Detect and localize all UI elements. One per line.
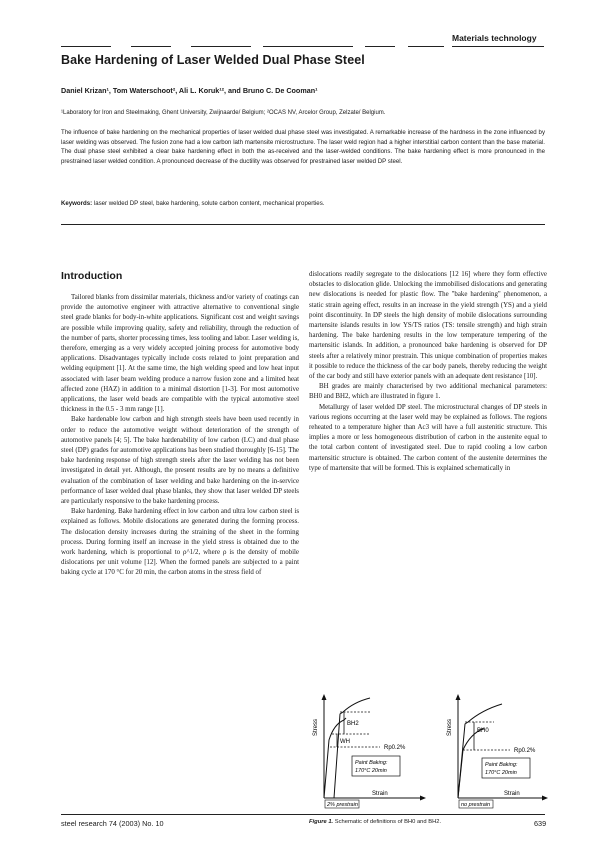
section-header: Materials technology: [452, 33, 537, 43]
figure-caption-text: Schematic of definitions of BH0 and BH2.: [334, 819, 442, 825]
authors: Daniel Krizan¹, Tom Waterschoot², Ali L. Koruk¹², and Bruno C. De Cooman¹: [61, 86, 318, 95]
base-curve: [458, 728, 484, 798]
left-column: [61, 293, 299, 579]
paragraph: BH grades are mainly characterised by two additional mechanical parameters: BH0 and BH2, which are illustrated in figure 1.: [309, 383, 547, 401]
x-axis-arrow: [420, 796, 426, 801]
header-rule: [365, 46, 395, 47]
paint-baking-line1: Paint Baking:: [485, 762, 518, 768]
right-column: [309, 270, 547, 474]
page-number: 639: [534, 819, 547, 828]
figure-caption: [309, 819, 509, 825]
header-rule: [61, 46, 111, 47]
keywords-text: laser welded DP steel, bake hardening, solute carbon content, mechanical properties.: [93, 200, 325, 207]
rp-label: Rp0.2%: [384, 745, 406, 751]
paragraph: Bake hardenable low carbon and high strength steels have been used recently in order to reduce the automotive weight without deterioration of the strength of automotive panels [4; 5]. The bake hardenability of low carbon (LC) and dual phase steel (DP) grades for automotive applications has been studied thoroughly [6-15]. The bake hardening response of high strength steels after the laser welding has not been investigated in detail yet. Although, the present results are by no means a definitive evaluation of the combination of laser welding and bake hardening on the in-service performance of laser welded dual phase blanks, they show that laser welded DP steels are particularly responsive to the bake hardening process.: [61, 416, 299, 506]
rp-label: Rp0.2%: [514, 748, 536, 754]
header-rule: [131, 46, 171, 47]
figure-caption-label: Figure 1.: [309, 819, 334, 825]
bh2-label: BH2: [347, 721, 359, 727]
footer-journal: steel research 74 (2003) No. 10: [61, 819, 164, 828]
paper-title: Bake Hardening of Laser Welded Dual Phase Steel: [61, 53, 365, 67]
abstract: The influence of bake hardening on the mechanical properties of laser welded dual phase steel was investigated. A remarkable increase of the hardness in the zone influenced by laser welding was observed. The fusion zone had a low carbon lath martensite microstructure. The laser weld region had a higher interstitial carbon content than the base material. The dual phase steel exhibited a clear bake hardening effect in both the as-received and the laser-welded conditions. The bake hardening effect is more pronounced in the prestrained laser welded condition. A pronounced decrease of the ductility was observed for prestrained laser welded DP steel.: [61, 129, 545, 165]
paragraph: Bake hardening. Bake hardening effect in low carbon and ultra low carbon steel is explained as follows. Mobile dislocations are generated during the forming process. The dislocation density increases during the straining of the sheet in the forming process. During forming itself an increase in the yield stress is obtained due to the work hardening, which is proportional to ρ^1/2, where ρ is the density of mobile dislocations per unit volume [12]. When the formed panels are subjected to a paint baking cycle at 170 °C for 20 min, the carbon atoms in the stress field of: [61, 508, 299, 577]
x-axis-arrow: [542, 796, 548, 801]
x-axis-label: Strain: [372, 791, 388, 797]
baked-curve: [334, 698, 370, 798]
affiliation: ¹Laboratory for Iron and Steelmaking, Ghent University, Zwijnaarde/ Belgium; ²OCAS NV, Arcelor Group, Zelzate/ Belgium.: [61, 110, 386, 116]
baked-curve: [458, 704, 502, 798]
header-rule: [191, 46, 251, 47]
header-rule: [452, 46, 544, 47]
paragraph: Tailored blanks from dissimilar materials, thickness and/or variety of coatings can provide the automotive engineer with attractive alternative to conventional single steel grade blanks for body-in-white applications. Significant cost and weight savings are possible while improving quality, safety and reliability, through the reduction of the number of parts, shorter processing times, less tooling and labor. Laser welding is, therefore, emerging as a very widely accepted joining process for automotive body applications. Disadvantages typically include costs related to joint preparation and welding equipment [1]. At the same time, the high welding speed and low heat input associated with laser beam welding produce a narrow fusion zone and a limited heat affected zone (HAZ) in addition to a minimal distortion [1-3]. For most automotive applications, the laser weld beads are compatible with the typical automotive steel thickness in the 0.5 - 3 mm range [1].: [61, 294, 299, 414]
header-rule: [263, 46, 353, 47]
section-divider: [61, 224, 545, 225]
paint-baking-line2: 170°C 20min: [355, 768, 387, 774]
y-axis-arrow: [322, 694, 327, 700]
figure-1-right-schematic: [444, 690, 554, 810]
keywords: [61, 200, 545, 207]
paint-baking-line2: 170°C 20min: [485, 770, 517, 776]
y-axis-label: Stress: [313, 718, 319, 736]
y-axis-label: Stress: [447, 718, 453, 736]
figure-1-left-schematic: [310, 690, 434, 810]
paragraph: Metallurgy of laser welded DP steel. The microstructural changes of DP steels in various regions occurring at the laser weld may be explained as follows. The regions reheated to a temperature higher than Ac3 will have a full austenitic structure. This implies a more or less homogeneous distribution of carbon in the austenite equal to the total carbon content of investigated steel. Due to rapid cooling a low carbon martensitic structure is obtained. The carbon content of the austenite determines the type of martensite that will be formed. This is explained schematically in: [309, 403, 547, 472]
footer-rule: [61, 814, 545, 815]
bh0-label: BH0: [477, 728, 489, 734]
header-rule: [408, 46, 444, 47]
paragraph: dislocations readily segregate to the dislocations [12 16] where they form effective obstacles to dislocation glide. Unlocking the immobilised dislocations and generating new dislocations is needed for plastic flow. The "bake hardening" phenomenon, a static strain ageing effect, results in an increase in the yield strength (YS) and a yield point discontinuity. In DP steels the high density of mobile dislocations surrounding martensite islands results in low YS/TS ratios (TS: tensile strength) and high strain hardening. The bake hardening results in the low temperature tempering of the martensitic islands. In addition, a pronounced bake hardening is observed for DP steels after a relatively minor prestrain. This unique combination of properties makes it possible to reduce the thickness of the car body panels, thereby reducing the weight of the car body and still have exterior panels with an adequate dent resistance [10].: [309, 271, 547, 381]
section-heading-introduction: Introduction: [61, 270, 123, 282]
keywords-label: Keywords:: [61, 200, 93, 207]
wh-label: WH: [340, 739, 350, 745]
y-axis-arrow: [456, 694, 461, 700]
x-axis-label: Strain: [504, 791, 520, 797]
paint-baking-line1: Paint Baking:: [355, 760, 388, 766]
prestrain-label: no prestrain: [461, 802, 491, 808]
prestrain-label: 2% prestrain: [327, 802, 358, 808]
